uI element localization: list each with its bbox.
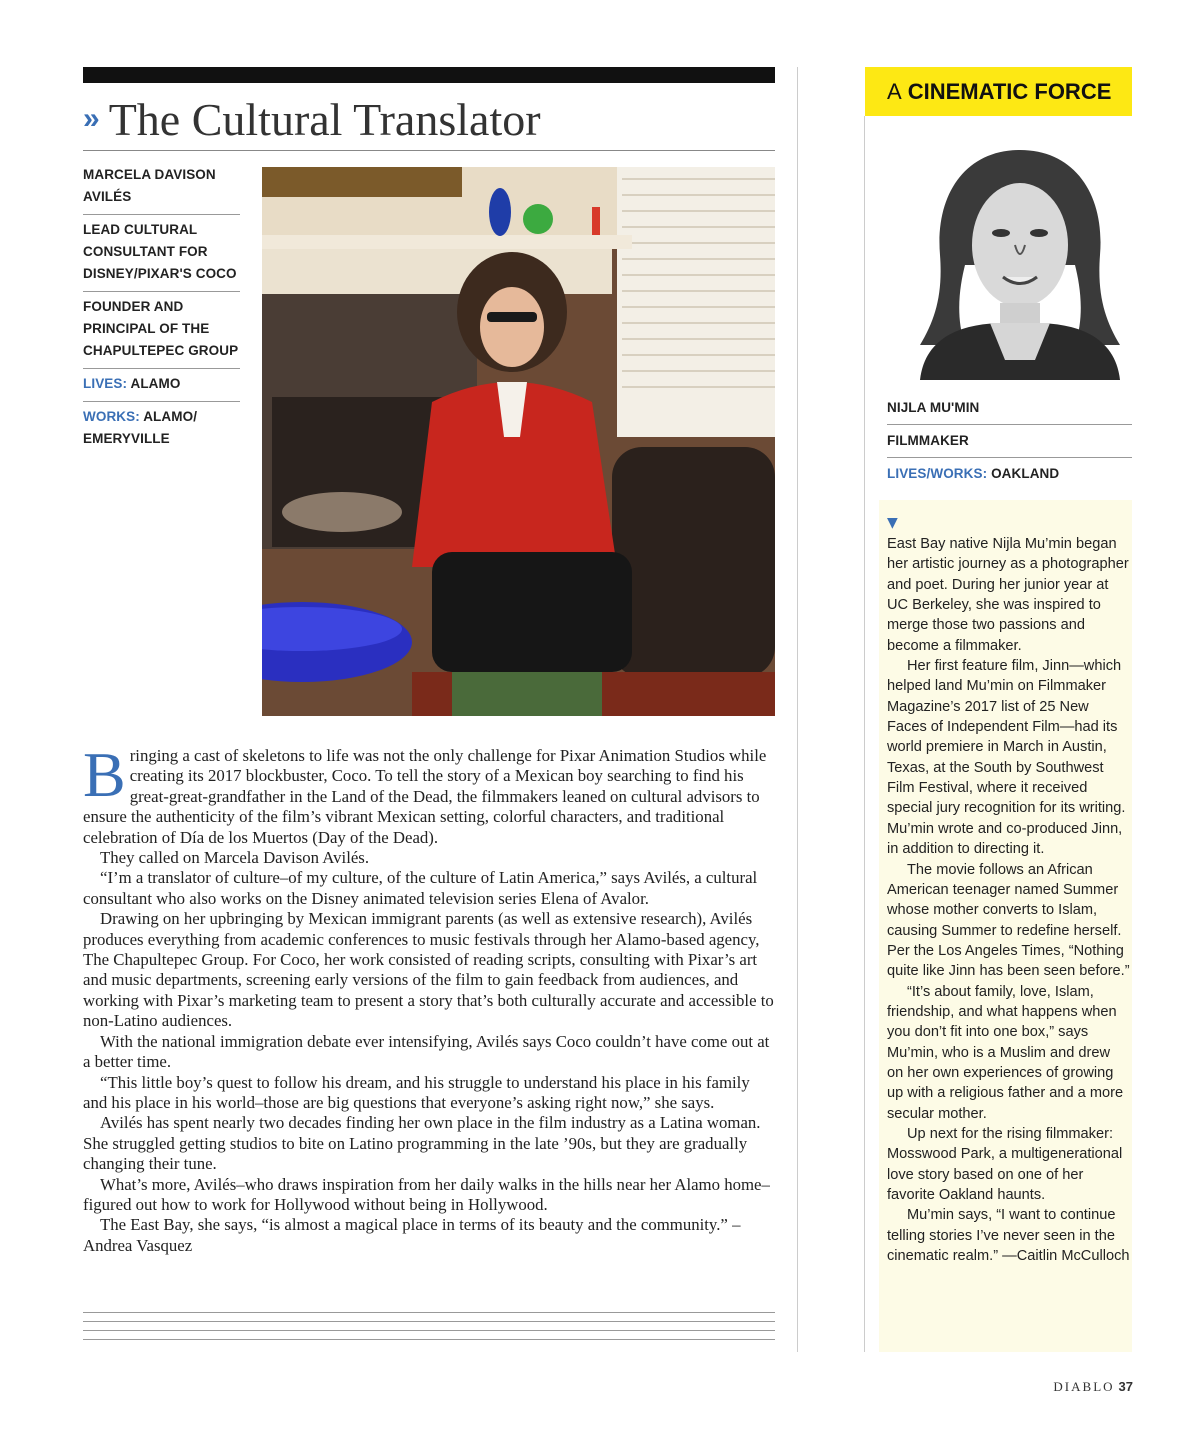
sidebar-paragraph: Mu’min says, “I want to continue telling stories I’ve never seen in the cinematic realm.” —Caitlin McCulloch: [887, 1207, 1130, 1265]
sidebar-paragraph: East Bay native Nijla Mu’min began her artistic journey as a photographer and poet. During her junior year at UC Berkeley, she was inspired to merge those two passions and become a filmmaker.: [887, 536, 1129, 654]
sidebar-meta-name: NIJLA MU'MIN: [887, 392, 1132, 425]
photo-illustration: [262, 167, 775, 716]
headline-divider: [83, 150, 775, 151]
meta-works: WORKS: ALAMO/ EMERYVILLE: [83, 409, 198, 446]
article-paragraph: “This little boy’s quest to follow his dream, and his struggle to understand his place in his family and his place in his world–those are big questions that everyone’s asking right now,” she says.: [83, 1072, 750, 1112]
article-paragraph: Avilés has spent nearly two decades finding her own place in the film industry as a Latina woman. She struggled getting studios to bite on Latino programming in the late ’90s, but they are gradually changing their tune.: [83, 1113, 761, 1174]
meta-company: FOUNDER AND PRINCIPAL OF THE CHAPULTEPEC GROUP: [83, 292, 240, 369]
sketch-portrait: [905, 145, 1135, 380]
article-paragraph: With the national immigration debate ever intensifying, Avilés says Coco couldn’t have come out at a better time.: [83, 1031, 770, 1072]
sidebar-meta-role: FILMMAKER: [887, 425, 1132, 458]
article-headline: [83, 90, 783, 148]
article-paragraph: What’s more, Avilés–who draws inspiration from her daily walks in the hills near her Alamo home–figured out how to work for Hollywood without being in Hollywood.: [83, 1174, 770, 1214]
column-divider: [797, 67, 798, 1352]
sidebar-divider: [864, 116, 865, 1352]
sidebar-kicker: A: [887, 78, 902, 104]
article-body: [83, 739, 775, 1256]
headline-rule-bar: [83, 67, 775, 83]
portrait-photo: [262, 167, 775, 716]
article-paragraph: Bringing a cast of skeletons to life was not the only challenge for Pixar Animation Studios while creating its 2017 blockbuster, Coco. To tell the story of a Mexican boy searching to find his great-great-grandfather in the Land of the Dead, the filmmakers leaned on cultural advisors to ensure the authenticity of the film’s vibrant Mexican setting, colorful characters, and traditional celebration of Día de los Muertos (Day of the Dead).: [83, 739, 767, 847]
article-meta-list: [83, 160, 240, 456]
article-title: The Cultural Translator: [108, 93, 541, 145]
page-folio: [1053, 1379, 1133, 1395]
meta-lives: LIVES: ALAMO: [83, 369, 240, 402]
sidebar-paragraph: “It’s about family, love, Islam, friendship, and what happens when you don’t fit into one box,” says Mu’min, who is a Muslim and drew on her own experiences of growing up with a religious father and a more secular mother.: [887, 983, 1124, 1122]
meta-role: LEAD CULTURAL CONSULTANT FOR DISNEY/PIXAR'S COCO: [83, 215, 240, 292]
page-number: 37: [1118, 1379, 1133, 1394]
drop-cap: B: [83, 739, 126, 810]
magazine-name: DIABLO: [1053, 1379, 1115, 1394]
triangle-marker-icon: ▼: [887, 515, 898, 531]
sidebar-meta-lives-works: LIVES/WORKS: OAKLAND: [887, 466, 1060, 481]
sidebar-paragraph: Up next for the rising filmmaker: Mosswood Park, a multigenerational love story based on one of her favorite Oakland haunts.: [887, 1125, 1123, 1203]
sidebar-title: CINEMATIC FORCE: [907, 78, 1112, 104]
article-paragraph: Drawing on her upbringing by Mexican immigrant parents (as well as extensive research), Avilés produces everything from academic conferences to music festivals through her Alamo-based agency, The Chapultepec Group. For Coco, her work consisted of reading scripts, consulting with Pixar’s art and music departments, screening early versions of the film to gain feedback from audiences, and working with Pixar’s marketing team to present a story that’s both culturally accurate and accessible to non-Latino audiences.: [83, 909, 774, 1031]
article-paragraph: They called on Marcela Davison Avilés.: [100, 848, 370, 868]
sidebar-header: [865, 67, 1132, 116]
portrait-illustration: [905, 145, 1135, 380]
sidebar-meta-list: [887, 392, 1132, 490]
chevron-icon: »: [83, 102, 97, 135]
article-paragraph: “I’m a translator of culture–of my culture, of the culture of Latin America,” says Avilés, a cultural consultant who also works on the Disney animated television series Elena of Avalor.: [83, 868, 758, 908]
end-rules: [83, 1312, 775, 1352]
meta-name: MARCELA DAVISON AVILÉS: [83, 160, 240, 215]
sidebar-paragraph: The movie follows an African American teenager named Summer whose mother converts to Islam, causing Summer to redefine herself. Per the Los Angeles Times, “Nothing quite like Jinn has been seen before.”: [887, 861, 1130, 980]
sidebar-body: [887, 534, 1130, 1266]
sidebar-paragraph: Her first feature film, Jinn—which helped land Mu’min on Filmmaker Magazine’s 2017 list of 25 New Faces of Independent Film—had its world premiere in March in Austin, Texas, at the South by Southwest Film Festival, where it received special jury recognition for its writing. Mu’min wrote and co-produced Jinn, in addition to directing it.: [887, 658, 1126, 858]
article-paragraph: The East Bay, she says, “is almost a magical place in terms of its beauty and the community.” –Andrea Vasquez: [83, 1215, 741, 1255]
